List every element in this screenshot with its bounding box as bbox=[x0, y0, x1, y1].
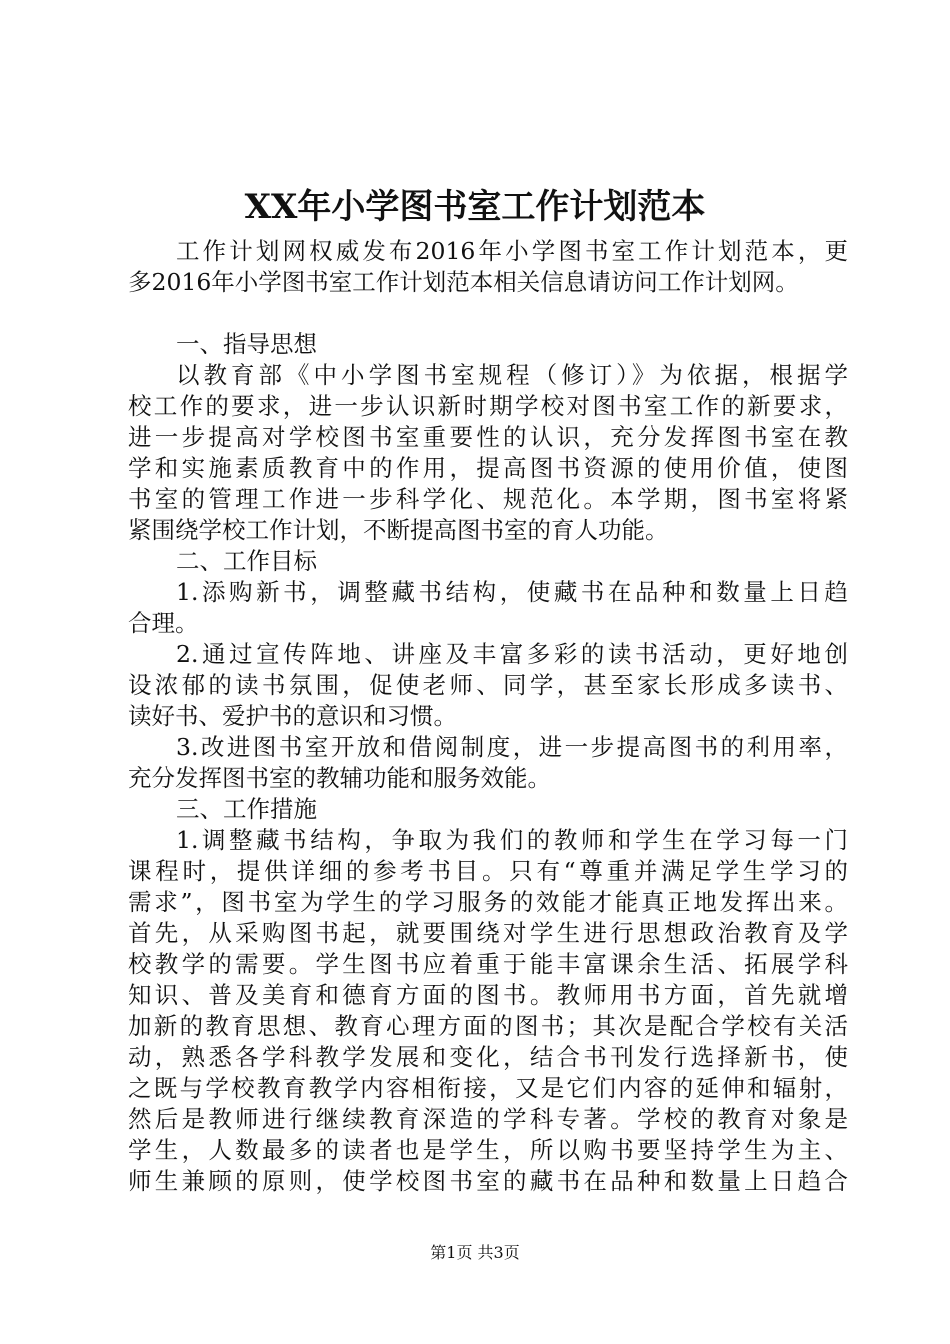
paragraph-line: 知识、普及美育和德育方面的图书。教师用书方面，首先就增 bbox=[128, 981, 848, 1009]
document-body bbox=[128, 236, 848, 1197]
paragraph-line: 合理。 bbox=[128, 609, 199, 637]
paragraph-line: 书室的管理工作进一步科学化、规范化。本学期，图书室将紧 bbox=[128, 485, 848, 513]
paragraph-line: 动，熟悉各学科教学发展和变化，结合书刊发行选择新书，使 bbox=[128, 1043, 848, 1071]
paragraph-line: 工作计划网权威发布2016年小学图书室工作计划范本，更 bbox=[176, 237, 848, 265]
paragraph-line: 多2016年小学图书室工作计划范本相关信息请访问工作计划网。 bbox=[128, 268, 799, 296]
paragraph-line: 课程时，提供详细的参考书目。只有“尊重并满足学生学习的 bbox=[128, 857, 848, 885]
paragraph-line: 学和实施素质教育中的作用，提高图书资源的使用价值，使图 bbox=[128, 454, 848, 482]
paragraph-line: 学生，人数最多的读者也是学生，所以购书要坚持学生为主、 bbox=[128, 1136, 848, 1164]
paragraph-line: 设浓郁的读书氛围，促使老师、同学，甚至家长形成多读书、 bbox=[128, 671, 848, 699]
section-heading: 一、指导思想 bbox=[176, 330, 317, 358]
paragraph-line: 然后是教师进行继续教育深造的学科专著。学校的教育对象是 bbox=[128, 1105, 848, 1133]
paragraph-line: 校教学的需要。学生图书应着重于能丰富课余生活、拓展学科 bbox=[128, 950, 848, 978]
paragraph-line: 1.添购新书，调整藏书结构，使藏书在品种和数量上日趋 bbox=[176, 578, 848, 606]
paragraph-line: 充分发挥图书室的教辅功能和服务效能。 bbox=[128, 764, 551, 792]
paragraph-line: 师生兼顾的原则，使学校图书室的藏书在品种和数量上日趋合 bbox=[128, 1167, 848, 1195]
document-title: XX年小学图书室工作计划范本 bbox=[244, 187, 706, 227]
paragraph-line: 进一步提高对学校图书室重要性的认识，充分发挥图书室在教 bbox=[128, 423, 848, 451]
paragraph-line: 紧围绕学校工作计划，不断提高图书室的育人功能。 bbox=[128, 516, 669, 544]
paragraph-line: 首先，从采购图书起，就要围绕对学生进行思想政治教育及学 bbox=[128, 919, 848, 947]
section-heading: 二、工作目标 bbox=[176, 547, 317, 575]
paragraph-line: 加新的教育思想、教育心理方面的图书；其次是配合学校有关活 bbox=[128, 1012, 848, 1040]
section-heading: 三、工作措施 bbox=[176, 795, 317, 823]
paragraph-line: 需求”，图书室为学生的学习服务的效能才能真正地发挥出来。 bbox=[128, 888, 848, 916]
paragraph-line: 以教育部《中小学图书室规程（修订）》为依据，根据学 bbox=[176, 361, 848, 389]
paragraph-line: 校工作的要求，进一步认识新时期学校对图书室工作的新要求， bbox=[128, 392, 848, 420]
paragraph-line: 1.调整藏书结构，争取为我们的教师和学生在学习每一门 bbox=[176, 826, 848, 854]
paragraph-line: 读好书、爱护书的意识和习惯。 bbox=[128, 702, 457, 730]
blank-line bbox=[128, 298, 848, 329]
paragraph-line: 3.改进图书室开放和借阅制度，进一步提高图书的利用率， bbox=[176, 733, 848, 761]
page-footer: 第1页 共3页 bbox=[430, 1243, 520, 1262]
paragraph-line: 2.通过宣传阵地、讲座及丰富多彩的读书活动，更好地创 bbox=[176, 640, 848, 668]
paragraph-line: 之既与学校教育教学内容相衔接，又是它们内容的延伸和辐射， bbox=[128, 1074, 848, 1102]
